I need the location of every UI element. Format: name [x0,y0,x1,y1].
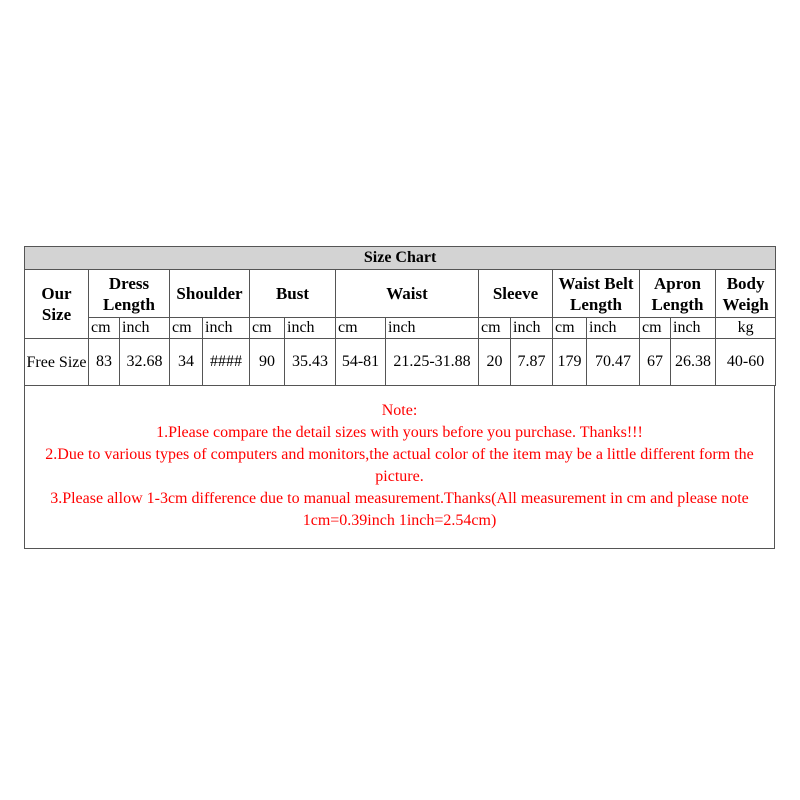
cell-weight-kg: 40-60 [716,339,776,386]
cell-waist-cm: 54-81 [336,339,386,386]
unit-belt-cm: cm [553,318,587,339]
header-waist-belt-length: Waist Belt Length [553,270,640,318]
unit-apron-inch: inch [671,318,716,339]
unit-shoulder-cm: cm [170,318,203,339]
header-dress-length: Dress Length [89,270,170,318]
cell-bust-inch: 35.43 [285,339,336,386]
unit-weight-kg: kg [716,318,776,339]
header-bust: Bust [250,270,336,318]
unit-apron-cm: cm [640,318,671,339]
cell-size: Free Size [25,339,89,386]
cell-waist-inch: 21.25-31.88 [386,339,479,386]
cell-apron-cm: 67 [640,339,671,386]
cell-sleeve-inch: 7.87 [511,339,553,386]
unit-sleeve-cm: cm [479,318,511,339]
header-apron-length: Apron Length [640,270,716,318]
size-table [24,246,776,386]
header-waist: Waist [336,270,479,318]
unit-waist-cm: cm [336,318,386,339]
header-sleeve: Sleeve [479,270,553,318]
unit-sleeve-inch: inch [511,318,553,339]
unit-bust-cm: cm [250,318,285,339]
header-shoulder: Shoulder [170,270,250,318]
unit-shoulder-inch: inch [203,318,250,339]
header-our-size: Our Size [25,270,89,339]
note-line-3: 3.Please allow 1-3cm difference due to manual measurement.Thanks(All measurement in cm and please note 1cm=0.39inch 1inch=2.54cm) [50,490,749,529]
unit-dress-cm: cm [89,318,120,339]
cell-apron-inch: 26.38 [671,339,716,386]
cell-bust-cm: 90 [250,339,285,386]
cell-shoulder-cm: 34 [170,339,203,386]
cell-belt-inch: 70.47 [587,339,640,386]
note-line-2: 2.Due to various types of computers and monitors,the actual color of the item may be a little different form the picture. [45,446,754,485]
size-chart [24,246,775,549]
unit-bust-inch: inch [285,318,336,339]
note-line-1: 1.Please compare the detail sizes with yours before you purchase. Thanks!!! [156,424,643,441]
cell-sleeve-cm: 20 [479,339,511,386]
header-body-weight: Body Weigh [716,270,776,318]
note-heading: Note: [381,402,418,419]
unit-waist-inch: inch [386,318,479,339]
cell-shoulder-inch: #### [203,339,250,386]
table-row [25,339,776,386]
unit-belt-inch: inch [587,318,640,339]
note-box [24,386,775,549]
cell-belt-cm: 179 [553,339,587,386]
cell-dress-cm: 83 [89,339,120,386]
table-title: Size Chart [25,247,776,270]
unit-dress-inch: inch [120,318,170,339]
cell-dress-inch: 32.68 [120,339,170,386]
